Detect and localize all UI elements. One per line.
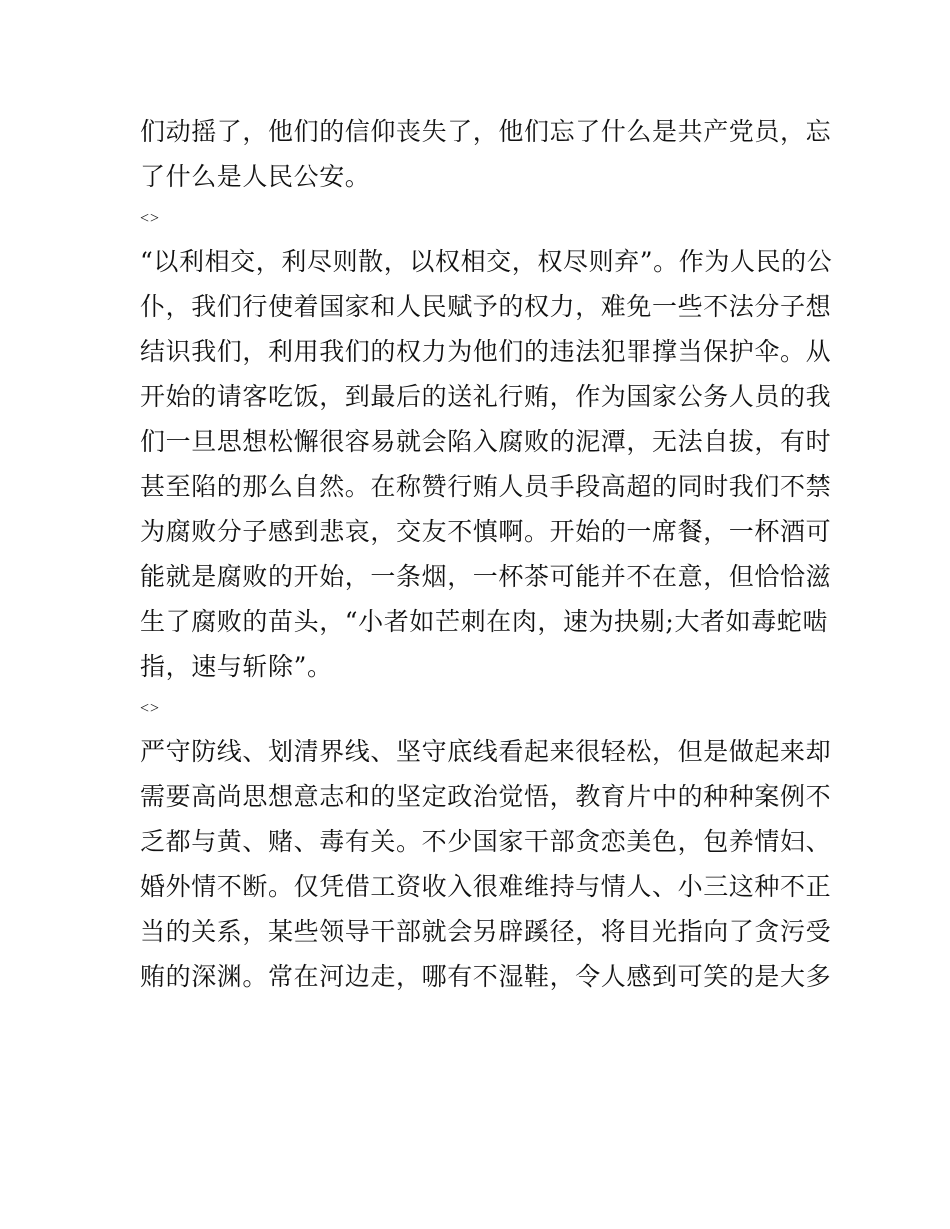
text-line: 了什么是人民公安。 xyxy=(140,162,371,191)
text-line: 严守防线、划清界线、坚守底线看起来很轻松，但是做起来却 xyxy=(140,737,832,766)
text-line: 结识我们，利用我们的权力为他们的违法犯罪撑当保护伞。从 xyxy=(140,337,832,366)
text-line: 乏都与黄、赌、毒有关。不少国家干部贪恋美色，包养情妇、 xyxy=(140,827,832,856)
text-line: 仆，我们行使着国家和人民赋予的权力，难免一些不法分子想 xyxy=(140,292,832,321)
text-line: 能就是腐败的开始，一条烟，一杯茶可能并不在意，但恰恰滋 xyxy=(140,562,832,591)
section-separator: <> xyxy=(140,210,161,227)
text-line: 指，速与斩除”。 xyxy=(140,652,333,681)
text-line: 生了腐败的苗头，“小者如芒刺在肉，速为抉剔;大者如毒蛇啮 xyxy=(140,607,829,636)
text-line: 们动摇了，他们的信仰丧失了，他们忘了什么是共产党员，忘 xyxy=(140,117,832,146)
text-line: 贿的深渊。常在河边走，哪有不湿鞋，令人感到可笑的是大多 xyxy=(140,962,832,991)
text-line: 甚至陷的那么自然。在称赞行贿人员手段高超的同时我们不禁 xyxy=(140,472,832,501)
section-separator: <> xyxy=(140,700,161,717)
text-line: 婚外情不断。仅凭借工资收入很难维持与情人、小三这种不正 xyxy=(140,872,832,901)
text-line: 需要高尚思想意志和的坚定政治觉悟，教育片中的种种案例不 xyxy=(140,782,832,811)
document-body xyxy=(140,109,833,999)
text-line: 为腐败分子感到悲哀，交友不慎啊。开始的一席餐，一杯酒可 xyxy=(140,517,832,546)
text-line: 当的关系，某些领导干部就会另辟蹊径，将目光指向了贪污受 xyxy=(140,917,832,946)
text-line: 们一旦思想松懈很容易就会陷入腐败的泥潭，无法自拔，有时 xyxy=(140,427,832,456)
text-line: 开始的请客吃饭，到最后的送礼行贿，作为国家公务人员的我 xyxy=(140,382,832,411)
text-line: “以利相交，利尽则散，以权相交，权尽则弃”。作为人民的公 xyxy=(140,247,833,276)
